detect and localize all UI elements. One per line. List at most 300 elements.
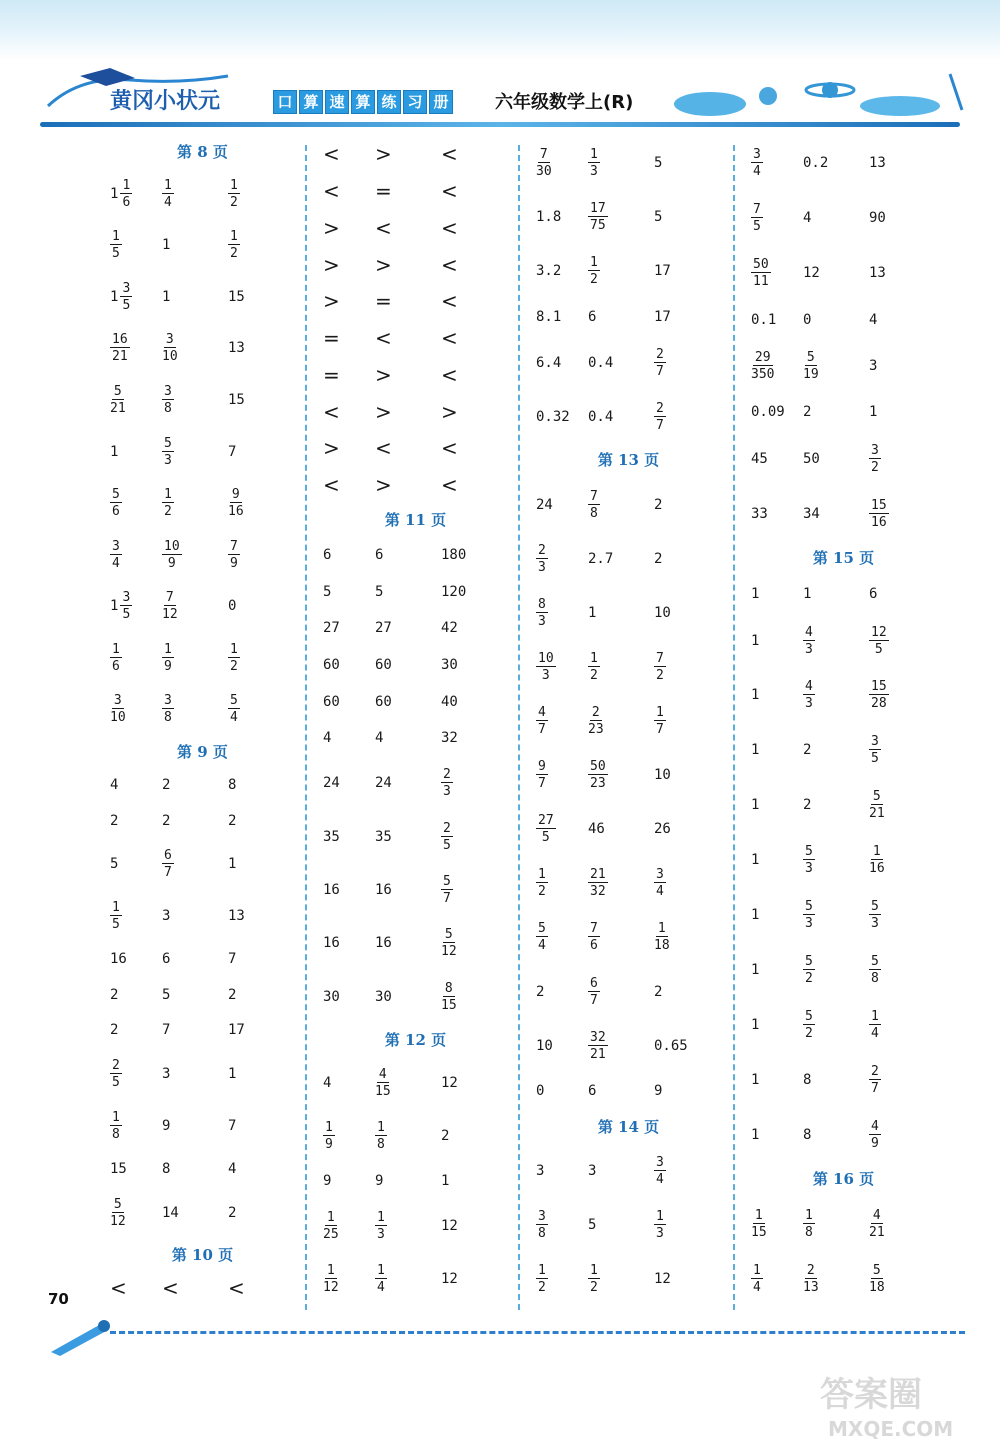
answer-cell bbox=[654, 910, 670, 964]
fraction bbox=[110, 333, 130, 363]
answer-cell bbox=[536, 640, 556, 694]
numerator: 2 bbox=[112, 1057, 120, 1073]
answer-cell bbox=[803, 431, 820, 486]
answer-cell bbox=[375, 1056, 391, 1109]
denominator: 4 bbox=[753, 164, 761, 180]
answer-cell bbox=[162, 1270, 179, 1306]
answer-value: 10 bbox=[654, 767, 671, 784]
answer-cell bbox=[751, 888, 759, 943]
answer-cell bbox=[654, 244, 671, 298]
answer-cell bbox=[323, 683, 340, 720]
answer-cell bbox=[441, 757, 453, 810]
numerator: 9 bbox=[231, 487, 240, 503]
denominator: 3 bbox=[164, 452, 172, 468]
answer-row bbox=[521, 532, 736, 586]
fraction bbox=[228, 230, 240, 260]
answer-value: 15 bbox=[228, 288, 245, 305]
answer-value: 4 bbox=[323, 730, 332, 747]
answer-value: 2 bbox=[654, 550, 663, 567]
answer-cell bbox=[441, 136, 458, 173]
answer-cell bbox=[803, 575, 811, 613]
footer-dashed-line bbox=[110, 1331, 965, 1334]
section-heading: 第 12 页 bbox=[384, 1030, 447, 1049]
answer-cell bbox=[228, 426, 236, 478]
answer-cell bbox=[536, 965, 544, 1019]
answer-cell bbox=[803, 191, 811, 246]
answer-value: 2 bbox=[162, 812, 171, 829]
denominator: 7 bbox=[538, 776, 546, 792]
answer-cell bbox=[654, 336, 666, 390]
answer-value: 17 bbox=[654, 263, 671, 280]
answer-value: 8 bbox=[803, 1126, 812, 1143]
answer-value: 2 bbox=[228, 986, 237, 1003]
answer-cell bbox=[869, 1251, 885, 1306]
answer-row bbox=[308, 356, 523, 393]
answer-row bbox=[521, 640, 736, 694]
comparison-symbol: < bbox=[441, 472, 458, 497]
answer-cell bbox=[228, 477, 244, 529]
brand-char: 习 bbox=[403, 90, 427, 114]
answer-cell bbox=[162, 220, 170, 272]
denominator: 3 bbox=[538, 559, 546, 575]
denominator: 5 bbox=[443, 837, 451, 853]
answer-cell bbox=[110, 632, 122, 684]
answer-cell bbox=[110, 581, 132, 633]
numerator: 5 bbox=[871, 899, 879, 915]
answer-row bbox=[736, 668, 951, 723]
numerator: 5 bbox=[112, 487, 120, 503]
fraction bbox=[162, 385, 174, 415]
answer-value: 1 bbox=[228, 1065, 237, 1082]
numerator: 1 bbox=[325, 1120, 333, 1136]
answer-row bbox=[308, 246, 523, 283]
answer-cell bbox=[869, 191, 886, 246]
answer-cell bbox=[441, 536, 466, 573]
numerator: 5 bbox=[113, 1196, 122, 1212]
answer-cell bbox=[751, 943, 759, 998]
fraction bbox=[751, 258, 771, 288]
numerator: 1 bbox=[656, 704, 664, 720]
answer-cell bbox=[869, 486, 889, 541]
answer-cell bbox=[654, 694, 666, 748]
answer-cell bbox=[654, 856, 666, 910]
numerator: 7 bbox=[230, 538, 238, 554]
fraction bbox=[588, 490, 600, 520]
answer-cell bbox=[323, 393, 340, 430]
answer-cell bbox=[536, 694, 548, 748]
answer-cell bbox=[536, 1144, 544, 1198]
comparison-symbol: > bbox=[375, 142, 392, 167]
answer-cell bbox=[162, 1013, 170, 1049]
answer-value: 60 bbox=[375, 693, 392, 710]
answer-cell bbox=[869, 301, 877, 339]
answer-cell bbox=[228, 374, 245, 426]
answer-cell bbox=[162, 1048, 170, 1100]
answer-cell bbox=[869, 613, 889, 668]
fraction bbox=[588, 706, 604, 736]
answer-cell bbox=[751, 575, 759, 613]
answer-row bbox=[308, 320, 523, 357]
answer-cell bbox=[110, 1270, 127, 1306]
fraction bbox=[751, 203, 763, 233]
answer-row bbox=[95, 767, 310, 803]
logo-graduate-cap-icon bbox=[40, 66, 230, 126]
answer-cell bbox=[375, 647, 392, 684]
denominator: 7 bbox=[590, 992, 598, 1008]
answer-cell bbox=[536, 802, 556, 856]
answer-cell bbox=[228, 1187, 236, 1239]
fraction bbox=[588, 202, 608, 232]
numerator: 1 bbox=[164, 177, 172, 193]
answer-value: 7 bbox=[228, 1117, 237, 1134]
answer-cell bbox=[375, 573, 383, 610]
denominator: 2 bbox=[590, 667, 598, 683]
answer-cell bbox=[441, 1109, 449, 1162]
denominator: 5 bbox=[541, 830, 550, 846]
answer-cell bbox=[869, 246, 886, 301]
numerator: 6 bbox=[590, 975, 598, 991]
numerator: 3 bbox=[165, 332, 174, 348]
answer-cell bbox=[536, 190, 561, 244]
fraction bbox=[588, 652, 600, 682]
answer-cell bbox=[869, 431, 881, 486]
answer-row bbox=[95, 477, 310, 529]
answer-cell bbox=[869, 668, 889, 723]
answer-value: 180 bbox=[441, 546, 467, 563]
denominator: 4 bbox=[538, 938, 546, 954]
fraction bbox=[803, 1264, 819, 1294]
denominator: 8 bbox=[112, 1126, 120, 1142]
denominator: 5 bbox=[874, 641, 883, 657]
answer-cell bbox=[228, 977, 236, 1013]
answer-cell bbox=[588, 532, 613, 586]
answer-value: 6 bbox=[869, 586, 878, 603]
fraction bbox=[536, 652, 556, 682]
answer-cell bbox=[751, 778, 759, 833]
numerator: 1 bbox=[377, 1263, 385, 1279]
fraction bbox=[536, 148, 552, 178]
answer-cell bbox=[869, 393, 877, 431]
answer-cell bbox=[654, 1073, 662, 1110]
numerator: 1 bbox=[590, 147, 598, 163]
brand-char: 速 bbox=[325, 90, 349, 114]
comparison-symbol: < bbox=[375, 326, 392, 351]
comparison-symbol: > bbox=[323, 289, 340, 314]
answer-cell bbox=[323, 1163, 331, 1200]
denominator: 12 bbox=[441, 944, 457, 960]
answer-row bbox=[308, 430, 523, 467]
numerator: 7 bbox=[590, 921, 598, 937]
denominator: 4 bbox=[377, 1280, 385, 1296]
fraction bbox=[654, 1156, 666, 1186]
answer-value: 3 bbox=[588, 1162, 597, 1179]
answer-row bbox=[308, 1253, 523, 1306]
numerator: 1 bbox=[326, 1210, 335, 1226]
answer-row bbox=[308, 720, 523, 757]
denominator: 4 bbox=[753, 1279, 761, 1295]
fraction bbox=[869, 1264, 885, 1294]
answer-value: 24 bbox=[375, 775, 392, 792]
comparison-symbol: < bbox=[228, 1276, 245, 1301]
svg-text:MXQE.COM: MXQE.COM bbox=[828, 1417, 954, 1441]
comparison-symbol: > bbox=[323, 215, 340, 240]
answer-value: 8 bbox=[803, 1071, 812, 1088]
answer-cell bbox=[162, 426, 174, 478]
answer-cell bbox=[441, 720, 458, 757]
denominator: 7 bbox=[656, 721, 664, 737]
fraction bbox=[110, 385, 126, 415]
answer-row bbox=[308, 136, 523, 173]
numerator: 5 bbox=[805, 953, 813, 969]
answer-row bbox=[95, 323, 310, 375]
numerator: 17 bbox=[590, 201, 606, 217]
comparison-symbol: > bbox=[375, 252, 392, 277]
answer-cell bbox=[375, 1109, 387, 1162]
fraction bbox=[869, 1010, 881, 1040]
answer-cell bbox=[375, 1199, 387, 1252]
answer-row bbox=[95, 1270, 310, 1306]
denominator: 3 bbox=[805, 641, 813, 657]
answer-cell bbox=[588, 136, 600, 190]
fraction bbox=[162, 643, 174, 673]
answer-row bbox=[521, 694, 736, 748]
answer-value: 34 bbox=[803, 505, 820, 522]
answer-cell bbox=[375, 246, 392, 283]
answer-cell bbox=[110, 977, 118, 1013]
denominator: 21 bbox=[869, 806, 885, 822]
answer-cell bbox=[803, 613, 815, 668]
answer-row bbox=[308, 917, 523, 970]
denominator: 3 bbox=[377, 1227, 385, 1243]
answer-row bbox=[521, 336, 736, 390]
answer-value: 1 bbox=[751, 1071, 760, 1088]
answer-cell bbox=[588, 390, 613, 444]
answer-value: 3 bbox=[162, 907, 171, 924]
answer-value: 2 bbox=[654, 496, 663, 513]
answer-cell bbox=[110, 941, 127, 977]
answer-row bbox=[736, 723, 951, 778]
answer-row bbox=[736, 833, 951, 888]
numerator: 50 bbox=[753, 257, 769, 273]
fraction bbox=[441, 768, 453, 798]
answer-cell bbox=[654, 532, 662, 586]
answer-row bbox=[736, 431, 951, 486]
answer-value: 2 bbox=[228, 1204, 237, 1221]
answer-cell bbox=[162, 684, 174, 736]
answer-cell bbox=[441, 970, 457, 1023]
comparison-symbol: < bbox=[441, 326, 458, 351]
denominator: 6 bbox=[112, 658, 120, 674]
numerator: 1 bbox=[112, 229, 120, 245]
fraction bbox=[869, 499, 889, 529]
numerator: 3 bbox=[164, 693, 172, 709]
fraction bbox=[228, 488, 244, 518]
fraction bbox=[869, 626, 889, 656]
answer-row bbox=[308, 863, 523, 916]
answer-cell bbox=[536, 1252, 548, 1306]
answer-row bbox=[521, 244, 736, 298]
answer-row bbox=[736, 1107, 951, 1162]
answer-value: 3 bbox=[869, 358, 878, 374]
section-heading: 第 16 页 bbox=[812, 1169, 875, 1188]
answer-cell bbox=[654, 136, 662, 190]
fraction bbox=[654, 348, 666, 378]
comparison-symbol: = bbox=[375, 179, 392, 204]
denominator: 3 bbox=[805, 696, 813, 712]
answer-cell bbox=[869, 1052, 881, 1107]
numerator: 3 bbox=[112, 538, 120, 554]
answer-cell bbox=[588, 910, 600, 964]
comparison-symbol: > bbox=[323, 436, 340, 461]
answer-value: 0.4 bbox=[588, 408, 614, 425]
answer-row bbox=[95, 1048, 310, 1100]
answer-cell bbox=[536, 910, 548, 964]
answer-value: 1 bbox=[441, 1173, 450, 1190]
numerator: 2 bbox=[871, 1063, 879, 1079]
answer-value: 60 bbox=[323, 656, 340, 673]
answer-cell bbox=[588, 748, 608, 802]
answer-row bbox=[736, 486, 951, 541]
comparison-symbol: < bbox=[441, 362, 458, 387]
denominator: 7 bbox=[443, 890, 451, 906]
answer-value: 5 bbox=[375, 583, 384, 600]
answer-value: 9 bbox=[375, 1173, 384, 1190]
numerator: 4 bbox=[872, 1207, 881, 1223]
answer-cell bbox=[441, 683, 458, 720]
answer-cell bbox=[803, 1196, 815, 1251]
answer-row bbox=[736, 301, 951, 339]
answer-cell bbox=[869, 1196, 885, 1251]
denominator: 8 bbox=[871, 970, 879, 986]
answer-cell bbox=[869, 1107, 881, 1162]
fraction bbox=[536, 760, 548, 790]
answer-cell bbox=[323, 209, 340, 246]
answer-value: 10 bbox=[536, 1037, 553, 1054]
fraction bbox=[869, 1120, 881, 1150]
answer-cell bbox=[228, 632, 240, 684]
numerator: 3 bbox=[871, 442, 879, 458]
section-heading: 第 13 页 bbox=[597, 451, 660, 470]
answer-value: 27 bbox=[375, 620, 392, 637]
fraction bbox=[588, 1264, 600, 1294]
answer-cell bbox=[588, 694, 604, 748]
fraction bbox=[162, 333, 178, 363]
answer-row bbox=[736, 888, 951, 943]
fraction bbox=[869, 955, 881, 985]
fraction bbox=[588, 922, 600, 952]
fraction bbox=[536, 598, 548, 628]
answer-cell bbox=[441, 573, 466, 610]
denominator: 15 bbox=[375, 1083, 391, 1099]
answer-cell bbox=[588, 1198, 596, 1252]
numerator: 2 bbox=[538, 542, 546, 558]
answer-cell bbox=[803, 301, 811, 339]
answer-cell bbox=[228, 1048, 236, 1100]
denominator: 4 bbox=[871, 1025, 879, 1041]
answer-row bbox=[308, 647, 523, 684]
answer-value: 120 bbox=[441, 583, 467, 600]
numerator: 1 bbox=[590, 1262, 598, 1278]
fraction bbox=[228, 694, 240, 724]
answer-value: 30 bbox=[323, 988, 340, 1005]
answer-cell bbox=[441, 430, 458, 467]
answer-cell bbox=[536, 298, 561, 335]
answer-value: 1 bbox=[751, 1016, 760, 1033]
answer-cell bbox=[536, 244, 561, 298]
answer-value: 2 bbox=[803, 404, 812, 421]
fraction bbox=[869, 790, 885, 820]
denominator: 16 bbox=[869, 861, 885, 877]
numerator: 5 bbox=[230, 693, 238, 709]
answer-row bbox=[521, 856, 736, 910]
answer-cell bbox=[441, 283, 458, 320]
numerator: 7 bbox=[753, 202, 761, 218]
answer-cell bbox=[375, 757, 392, 810]
whole-number: 1 bbox=[110, 598, 119, 615]
answer-value: 7 bbox=[162, 1022, 171, 1039]
answer-cell bbox=[375, 683, 392, 720]
answer-row bbox=[736, 613, 951, 668]
fraction bbox=[536, 868, 548, 898]
answer-value: 2 bbox=[162, 776, 171, 793]
answer-cell bbox=[110, 168, 132, 220]
header-divider bbox=[40, 122, 960, 127]
numerator: 10 bbox=[538, 650, 554, 666]
answer-cell bbox=[869, 833, 885, 888]
numerator: 2 bbox=[591, 704, 600, 720]
whole-number: 1 bbox=[110, 288, 119, 305]
answer-row bbox=[95, 977, 310, 1013]
denominator: 2 bbox=[538, 884, 546, 900]
comparison-symbol: > bbox=[375, 362, 392, 387]
comparison-symbol: < bbox=[162, 1276, 179, 1301]
answer-cell bbox=[803, 888, 815, 943]
answer-value: 12 bbox=[441, 1218, 458, 1235]
denominator: 25 bbox=[323, 1227, 339, 1243]
section-heading: 第 15 页 bbox=[812, 548, 875, 567]
answer-row bbox=[308, 757, 523, 810]
fraction bbox=[654, 652, 666, 682]
answer-row bbox=[308, 1056, 523, 1109]
fraction bbox=[751, 1209, 767, 1239]
numerator: 1 bbox=[656, 1208, 664, 1224]
comparison-symbol: > bbox=[441, 399, 458, 424]
denominator: 8 bbox=[164, 710, 172, 726]
denominator: 18 bbox=[654, 938, 670, 954]
denominator: 16 bbox=[871, 514, 887, 530]
section-heading: 第 9 页 bbox=[177, 742, 228, 761]
numerator: 3 bbox=[113, 693, 122, 709]
answer-value: 16 bbox=[323, 881, 340, 898]
answer-cell bbox=[162, 529, 182, 581]
answer-row bbox=[308, 209, 523, 246]
denominator: 32 bbox=[590, 884, 606, 900]
answer-value: 5 bbox=[654, 209, 663, 226]
denominator: 5 bbox=[122, 607, 131, 623]
fraction bbox=[536, 1210, 548, 1240]
fraction bbox=[536, 1264, 548, 1294]
answer-cell bbox=[751, 1196, 767, 1251]
answer-value: 5 bbox=[588, 1216, 597, 1233]
answer-cell bbox=[375, 1253, 387, 1306]
answer-value: 60 bbox=[375, 656, 392, 673]
answer-cell bbox=[654, 1198, 666, 1252]
answer-cell bbox=[228, 1100, 236, 1152]
answer-value: 7 bbox=[228, 443, 237, 460]
answer-value: 1 bbox=[751, 797, 760, 814]
fraction bbox=[120, 282, 132, 312]
answer-value: 6 bbox=[323, 546, 332, 563]
